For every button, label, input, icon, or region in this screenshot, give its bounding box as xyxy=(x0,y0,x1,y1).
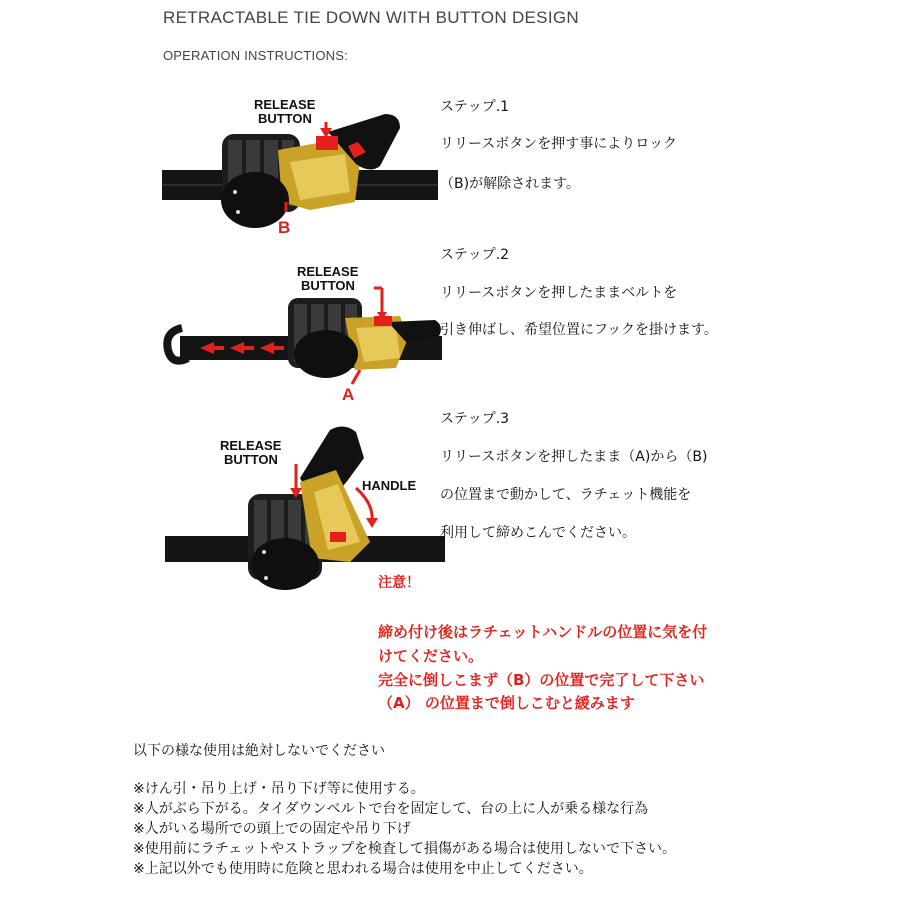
point-a-label: A xyxy=(342,385,355,404)
step-3-line-1: リリースボタンを押したまま（A)から（B) xyxy=(440,449,708,465)
caution-line-4: （A） の位置まで倒しこむと緩みます xyxy=(378,694,635,712)
step-3-line-3: 利用して締めこんでください。 xyxy=(440,525,636,541)
figure-step-2 xyxy=(160,258,445,406)
step-2-line-2: 引き伸ばし、希望位置にフックを掛けます。 xyxy=(440,322,718,338)
page-title: RETRACTABLE TIE DOWN WITH BUTTON DESIGN xyxy=(163,8,579,27)
release-label-line2: BUTTON xyxy=(258,111,312,126)
release-label-line2: BUTTON xyxy=(224,452,278,467)
step-1-line-2: （B)が解除されます。 xyxy=(440,176,580,192)
figure-step-3 xyxy=(160,418,450,593)
warning-item: ※上記以外でも使用時に危険と思われる場合は使用を中止してください。 xyxy=(133,861,593,877)
step-1-label: ステップ.1 xyxy=(440,99,510,115)
release-label-line1: RELEASE xyxy=(220,438,282,453)
step-2-label: ステップ.2 xyxy=(440,247,510,263)
release-label-line1: RELEASE xyxy=(297,264,359,279)
warning-item: ※人がぶら下がる。タイダウンベルトで台を固定して、台の上に人が乗る様な行為 xyxy=(133,801,649,817)
step-3-label: ステップ.3 xyxy=(440,411,510,427)
warning-item: ※けん引・吊り上げ・吊り下げ等に使用する。 xyxy=(133,781,425,797)
release-label-line2: BUTTON xyxy=(301,278,355,293)
step-2-line-1: リリースボタンを押したままベルトを xyxy=(440,285,678,301)
caution-line-1: 締め付け後はラチェットハンドルの位置に気を付 xyxy=(378,623,708,641)
warning-item: ※使用前にラチェットやストラップを検査して損傷がある場合は使用しないで下さい。 xyxy=(133,841,677,857)
release-label-line1: RELEASE xyxy=(254,97,316,112)
step-1-line-1: リリースボタンを押す事によりロック xyxy=(440,136,678,152)
section-subtitle: OPERATION INSTRUCTIONS: xyxy=(163,48,348,63)
point-b-label: B xyxy=(278,218,291,237)
step-3-line-2: の位置まで動かして、ラチェット機能を xyxy=(440,487,692,503)
caution-heading: 注意！ xyxy=(378,575,420,591)
handle-label: HANDLE xyxy=(362,478,417,493)
caution-line-3: 完全に倒しこまず（B）の位置で完了して下さい xyxy=(378,671,705,689)
caution-line-2: けてください。 xyxy=(378,647,484,665)
warnings-heading: 以下の様な使用は絶対しないでください xyxy=(133,743,385,759)
figure-step-1 xyxy=(160,92,440,237)
warning-item: ※人がいる場所での頭上での固定や吊り下げ xyxy=(133,821,411,837)
